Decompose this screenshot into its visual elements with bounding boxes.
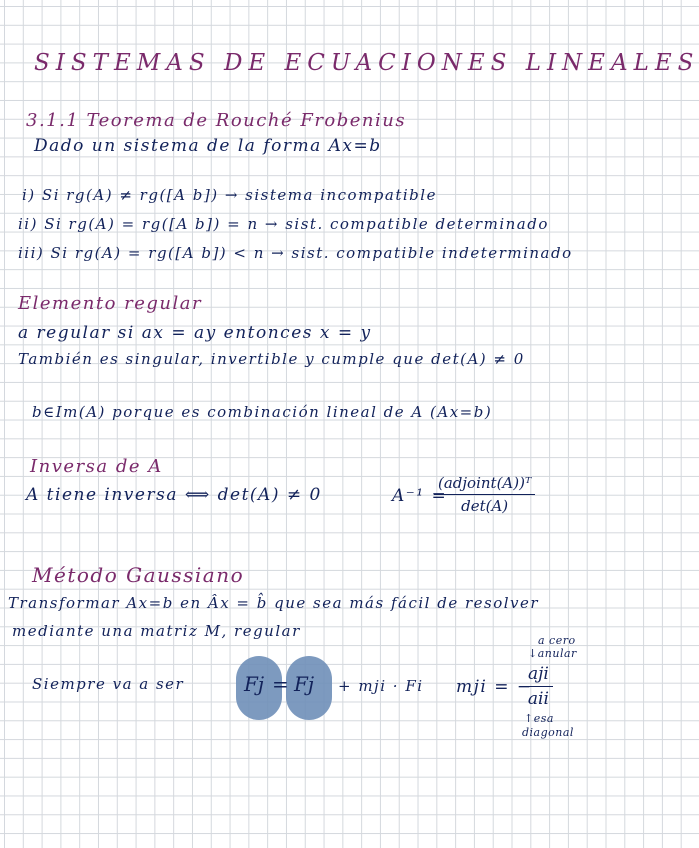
annotation-bottom-1: ↑esa: [524, 712, 554, 725]
gauss-matrix: mediante una matriz M, regular: [12, 622, 301, 640]
section-heading-gauss: Método Gaussiano: [32, 563, 245, 587]
gauss-rule-suffix: + mji · Fi: [338, 677, 424, 695]
mji-denominator: aii: [527, 689, 549, 709]
annotation-top-2: ↓anular: [528, 647, 577, 660]
annotation-bottom-2: diagonal: [522, 726, 574, 739]
regular-properties: También es singular, invertible y cumple que det(A) ≠ 0: [18, 350, 525, 368]
inverse-formula-denominator: det(A): [461, 497, 509, 515]
row-fj-right: Fj: [294, 672, 315, 696]
section-heading-inversa: Inversa de A: [30, 456, 163, 477]
equals-sign: =: [272, 672, 289, 696]
rouche-case-3: iii) Si rg(A) = rg([A b]) < n → sist. compatible indeterminado: [18, 244, 573, 262]
page-title: SISTEMAS DE ECUACIONES LINEALES: [34, 50, 699, 76]
mji-numerator: aji: [524, 664, 553, 687]
rouche-intro: Dado un sistema de la forma Ax=b: [34, 136, 382, 156]
gauss-transform: Transformar Ax=b en Âx = b̂ que sea más fácil de resolver: [8, 594, 540, 612]
row-fj-left: Fj: [244, 672, 265, 696]
inverse-formula-lhs: A⁻¹ =: [392, 486, 448, 506]
inverse-formula-numerator: (adjoint(A))ᵀ: [434, 474, 535, 495]
mji-lhs: mji = −: [456, 677, 533, 697]
annotation-top-1: a cero: [538, 634, 576, 647]
gauss-rule-prefix: Siempre va a ser: [32, 675, 185, 693]
inverse-formula-fraction: [434, 474, 535, 515]
regular-definition: a regular si ax = ay entonces x = y: [18, 323, 372, 343]
section-heading-regular: Elemento regular: [18, 293, 203, 314]
rouche-case-2: ii) Si rg(A) = rg([A b]) = n → sist. compatible determinado: [18, 215, 549, 233]
image-membership: b∈Im(A) porque es combinación lineal de A (Ax=b): [32, 403, 493, 421]
section-heading-rouche: 3.1.1 Teorema de Rouché Frobenius: [26, 110, 407, 131]
mji-fraction: [524, 664, 553, 709]
rouche-case-1: i) Si rg(A) ≠ rg([A b]) → sistema incompatible: [22, 186, 437, 204]
inverse-condition: A tiene inversa ⟺ det(A) ≠ 0: [26, 485, 322, 505]
